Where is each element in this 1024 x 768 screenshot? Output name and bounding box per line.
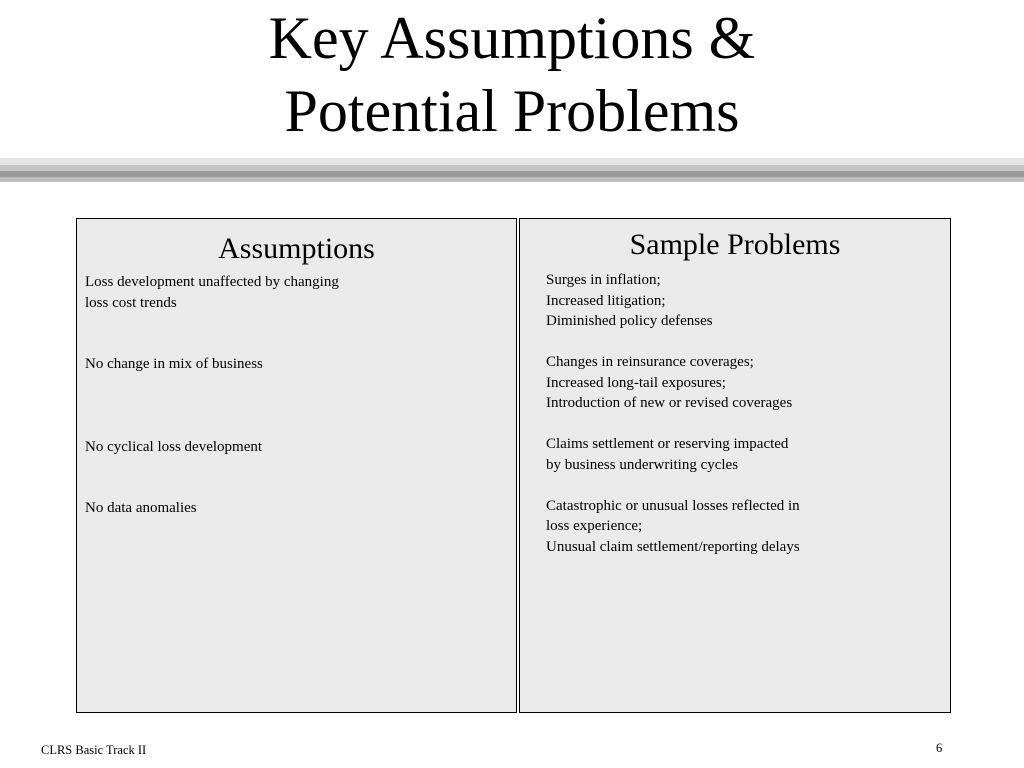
assumptions-list [85, 272, 505, 519]
list-item-line: Introduction of new or revised coverages [546, 395, 793, 411]
problems-list [546, 270, 946, 557]
title-divider [0, 158, 1024, 184]
list-item [85, 498, 505, 519]
divider-stripe [0, 158, 1024, 165]
list-item-line: Increased long-tail exposures; [546, 374, 726, 391]
problems-heading: Sample Problems [629, 228, 841, 261]
list-item-line: Unusual claim settlement/reporting delays [546, 538, 800, 555]
list-item [546, 352, 946, 414]
divider-stripe [0, 177, 1024, 182]
list-item-line: Loss development unaffected by changing [85, 274, 339, 290]
list-item [546, 434, 946, 475]
slide-title [0, 2, 1024, 148]
list-item-line: by business underwriting cycles [546, 456, 739, 473]
list-item-line: No cyclical loss development [85, 438, 263, 455]
list-item-line: Changes in reinsurance coverages; [546, 354, 754, 370]
list-item-line: No change in mix of business [85, 356, 263, 372]
slide-title-line-2: Potential Problems [284, 78, 740, 144]
problems-panel [519, 218, 951, 713]
list-item-line: loss cost trends [85, 294, 177, 311]
list-item [546, 496, 946, 558]
list-item [85, 437, 505, 458]
list-item-line: Catastrophic or unusual losses reflected in [546, 497, 800, 514]
footer-label: CLRS Basic Track II [41, 743, 147, 757]
page-number: 6 [936, 741, 943, 755]
list-item-line: Increased litigation; [546, 292, 666, 309]
list-item [85, 354, 505, 375]
list-item-line: No data anomalies [85, 500, 197, 516]
list-item [85, 272, 505, 313]
list-item-line: loss experience; [546, 518, 643, 534]
list-item-line: Diminished policy defenses [546, 313, 713, 329]
list-item-line: Surges in inflation; [546, 272, 661, 288]
list-item-line: Claims settlement or reserving impacted [546, 436, 789, 452]
assumptions-heading: Assumptions [218, 232, 375, 265]
slide-title-line-1: Key Assumptions & [268, 5, 756, 71]
list-item [546, 270, 946, 332]
assumptions-panel [76, 218, 517, 713]
